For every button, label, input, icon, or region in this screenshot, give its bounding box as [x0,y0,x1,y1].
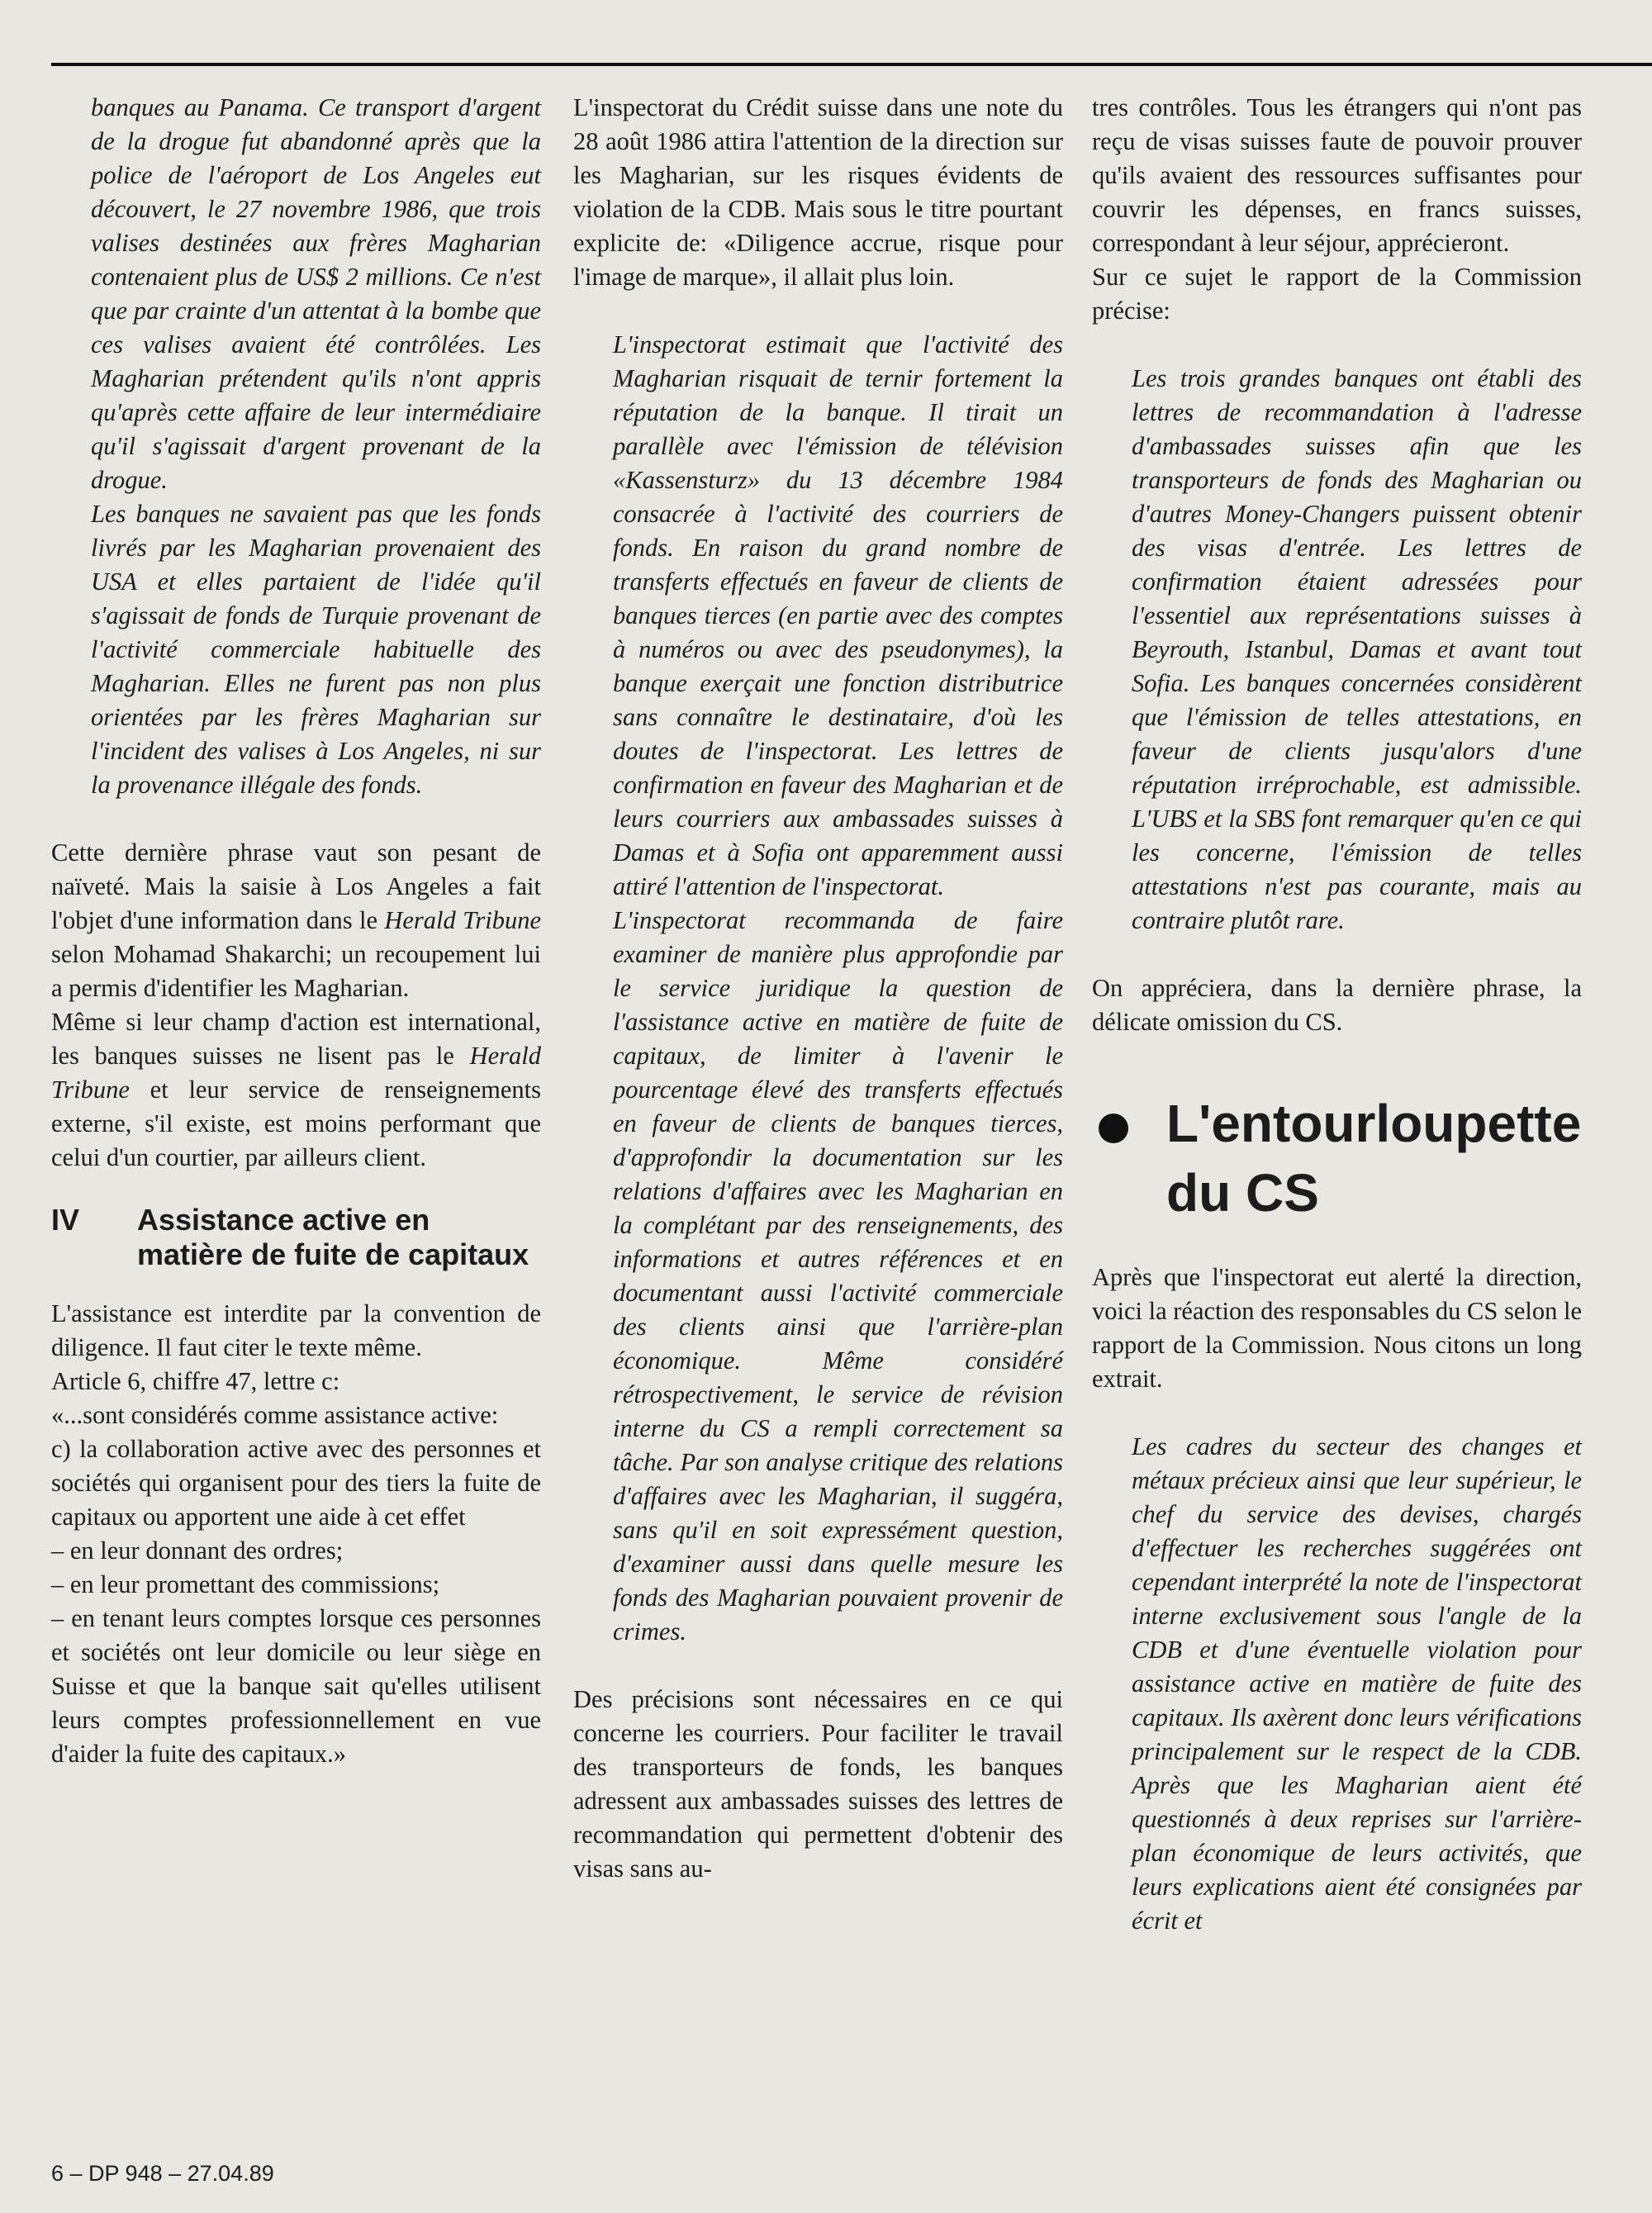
body-paragraph: Cette dernière phrase vaut son pesant de naïveté. Mais la saisie à Los Angeles a fait l'objet d'une information dans le Herald Tribune selon Mohamad Shakarchi; un recoupement lui a permis d'identifier les Magharian. [51,838,541,1002]
body-paragraph: c) la collaboration active avec des personnes et sociétés qui organisent pour des tiers la fuite de capitaux ou apportent une aide à cet effet [51,1435,541,1531]
quote-paragraph: Les banques ne savaient pas que les fonds livrés par les Magharian provenaient des USA et elles partaient de l'idée qu'il s'agissait de fonds de Turquie provenant de l'activité commerciale habituelle des Magharian. Elles ne furent pas non plus orientées par les frères Magharian sur l'incident des valises à Los Angeles, ni sur la provenance illégale des fonds. [91,500,541,799]
page-footer: 6 – DP 948 – 27.04.89 [51,2161,274,2186]
column-2 [573,91,1063,1886]
body-paragraph: Sur ce sujet le rapport de la Commission précise: [1092,263,1582,325]
quote-paragraph: Les trois grandes banques ont établi des lettres de recommandation à l'adresse d'ambassades suisses afin que les transporteurs de fonds des Magharian ou d'autres Money-Changers puissent obtenir des visas d'entrée. Les lettres de confirmation étaient adressées pour l'essentiel aux représentations suisses à Beyrouth, Istanbul, Damas et avant tout Sofia. Les banques concernées considèrent que l'émission de telles attestations, en faveur de clients jusqu'alors d'une réputation irréprochable, est admissible. L'UBS et la SBS font remarquer qu'en ce qui les concerne, l'émission de telles attestations n'est pas courante, mais au contraire plutôt rare. [1132,364,1582,934]
body-paragraph: Même si leur champ d'action est international, les banques suisses ne lisent pas le Herald Tribune et leur service de renseignements externe, s'il existe, est moins performant que celui d'un courtier, par ailleurs client. [51,1008,541,1171]
list-item: – en leur donnant des ordres; [51,1536,344,1565]
article-heading-title: L'entourloupette du CS [1166,1094,1582,1223]
body-paragraph: tres contrôles. Tous les étrangers qui n'ont pas reçu de visas suisses faute de pouvoir prouver qu'ils avaient des ressources suffisantes pour couvrir les dépenses, en francs suisses, correspondant à leur séjour, apprécieront. [1092,93,1582,257]
body-paragraph: L'inspectorat du Crédit suisse dans une note du 28 août 1986 attira l'attention de la direction sur les Magharian, sur les risques évidents de violation de la CDB. Mais sous le titre pourtant explicite de: «Diligence accrue, risque pour l'image de marque», il allait plus loin. [573,93,1063,291]
quote-paragraph: Les cadres du secteur des changes et métaux précieux ainsi que leur supérieur, le chef du service des devises, chargés d'effectuer les recherches suggérées ont cependant interprété la note de l'inspectorat interne exclusivement sous l'angle de la CDB et d'une éventuelle violation pour assistance active en matière de fuite des capitaux. Ils axèrent donc leurs vérifications principalement sur le respect de la CDB. Après que les Magharian aient été questionnés à deux reprises sur l'arrière-plan économique de leurs activités, que leurs explications aient été consignées par écrit et [1132,1432,1582,1935]
body-paragraph: On appréciera, dans la dernière phrase, la délicate omission du CS. [1092,974,1582,1036]
section-heading [51,1203,541,1272]
quote-paragraph: L'inspectorat estimait que l'activité des Magharian risquait de ternir fortement la réputation de la banque. Il tirait un parallèle avec l'émission de télévision «Kassensturz» du 13 décembre 1984 consacrée à l'activité des courriers de fonds. En raison du grand nombre de transferts effectués en faveur de clients de banques tierces (en partie avec des comptes à numéros ou avec des pseudonymes), la banque exerçait une fonction distributrice sans connaître le destinataire, d'où les doutes de l'inspectorat. Les lettres de confirmation en faveur des Magharian et de leurs courriers aux ambassades suisses à Damas et à Sofia ont apparemment aussi attiré l'attention de l'inspectorat. [613,330,1063,900]
body-paragraph: Des précisions sont nécessaires en ce qui concerne les courriers. Pour faciliter le travail des transporteurs de fonds, les banques adressent aux ambassades suisses des lettres de recommandation qui permettent d'obtenir des visas sans au- [573,1685,1063,1883]
body-paragraph: «...sont considérés comme assistance active: [51,1401,499,1429]
quote-paragraph: banques au Panama. Ce transport d'argent de la drogue fut abandonné après que la police de l'aéroport de Los Angeles eut découvert, le 27 novembre 1986, que trois valises destinées aux frères Magharian contenaient plus de US$ 2 millions. Ce n'est que par crainte d'un attentat à la bombe que ces valises avaient été contrôlées. Les Magharian prétendent qu'ils n'ont appris qu'après cette affaire de leur intermédiaire qu'il s'agissait d'argent provenant de la drogue. [91,93,541,494]
bullet-icon [1099,1114,1128,1143]
column-3 [1092,91,1582,1938]
section-number: IV [51,1203,80,1237]
body-paragraph: Article 6, chiffre 47, lettre c: [51,1367,340,1395]
article-heading [1092,1089,1582,1228]
top-rule [51,63,1652,66]
column-1 [51,91,541,1771]
section-title: Assistance active en matière de fuite de capitaux [137,1203,529,1271]
quote-paragraph: L'inspectorat recommanda de faire examiner de manière plus approfondie par le service juridique la question de l'assistance active en matière de fuite de capitaux, de limiter à l'avenir le pourcentage élevé des transferts effectués en faveur de clients de banques tierces, d'approfondir la documentation sur les relations d'affaires avec les Magharian en la complétant par des renseignements, des informations et autres références et en documentant aussi l'activité commerciale des clients ainsi que l'arrière-plan économique. Même considéré rétrospectivement, le service de révision interne du CS a rempli correctement sa tâche. Par son analyse critique des relations d'affaires avec les Magharian, il suggéra, sans qu'il en soit expressément question, d'examiner aussi dans quelle mesure les fonds des Magharian pouvaient provenir de crimes. [613,906,1063,1646]
body-paragraph: L'assistance est interdite par la convention de diligence. Il faut citer le texte même. [51,1299,541,1361]
list-item: – en leur promettant des commissions; [51,1570,440,1598]
body-paragraph: Après que l'inspectorat eut alerté la direction, voici la réaction des responsables du CS selon le rapport de la Commission. Nous citons un long extrait. [1092,1263,1582,1393]
list-item: – en tenant leurs comptes lorsque ces personnes et sociétés ont leur domicile ou leur siège en Suisse et que la banque sait qu'elles utilisent leurs comptes professionnellement en vue d'aider la fuite des capitaux.» [51,1604,541,1768]
